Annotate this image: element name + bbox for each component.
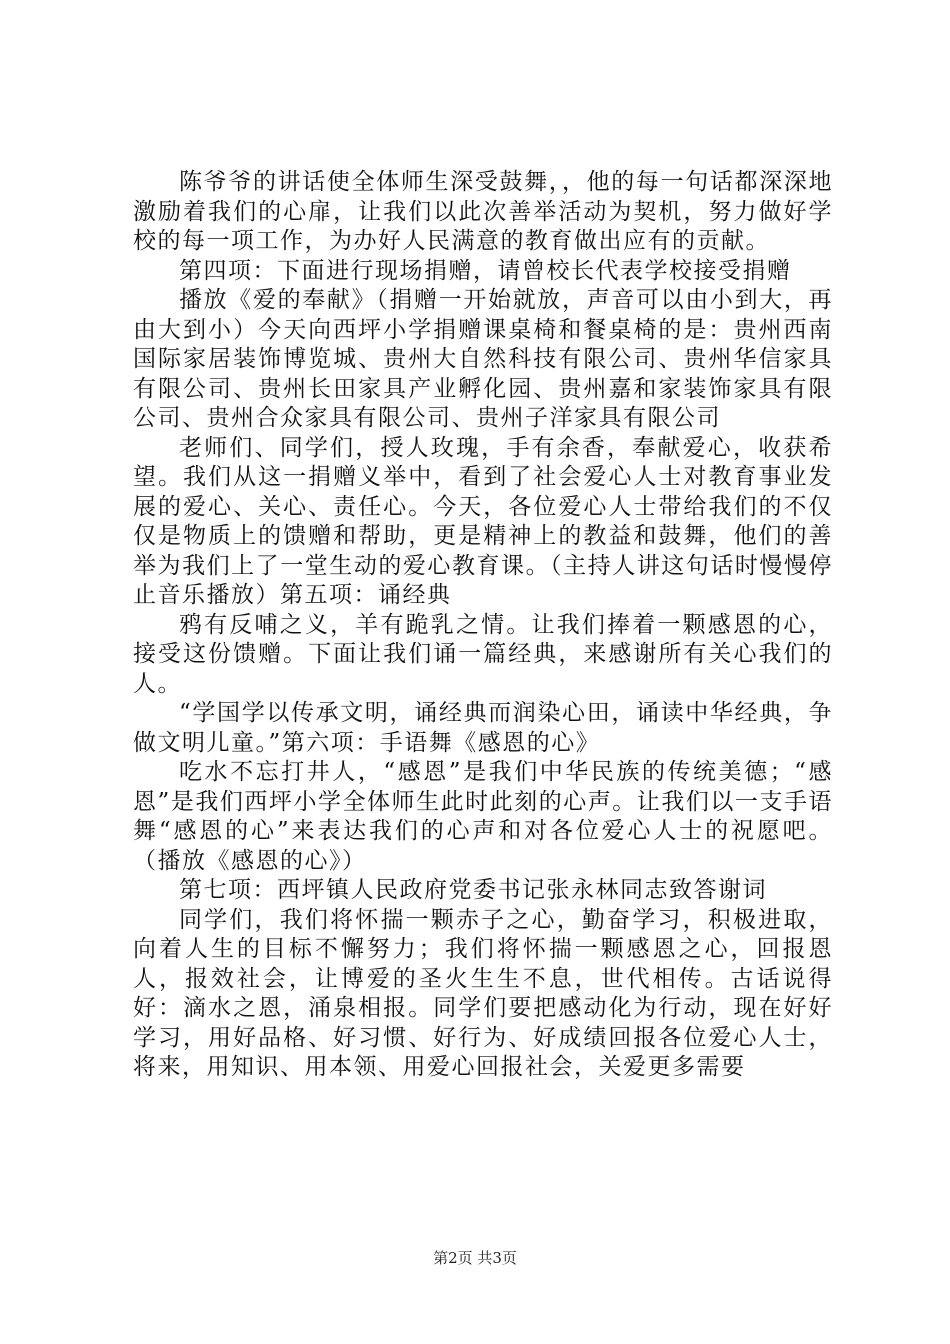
paragraph: 吃水不忘打井人，“感恩”是我们中华民族的传统美德；“感恩”是我们西坪小学全体师生此时此刻的心声。让我们以一支手语舞“感恩的心”来表达我们的心声和对各位爱心人士的祝愿吧。（播放《感恩的心》） — [133, 759, 833, 874]
page-number-footer: 第2页 共3页 — [433, 1249, 517, 1267]
paragraph: 第四项：下面进行现场捐赠，请曾校长代表学校接受捐赠 — [179, 257, 792, 284]
paragraph: 第七项：西坪镇人民政府党委书记张永林同志致答谢词 — [179, 877, 767, 903]
paragraph: “学国学以传承文明，诵经典而润染心田，诵读中华经典，争做文明儿童。”第六项：手语舞《感恩的心》 — [133, 700, 833, 756]
paragraph: 播放《爱的奉献》（捐赠一开始就放，声音可以由小到大，再由大到小）今天向西坪小学捐赠课桌椅和餐桌椅的是：贵州西南国际家居装饰博览城、贵州大自然科技有限公司、贵州华信家具有限公司、贵州长田家具产业孵化园、贵州嘉和家装饰家具有限公司、贵州合众家具有限公司、贵州子洋家具有限公司 — [133, 287, 833, 431]
paragraph: 老师们、同学们，授人玫瑰，手有余香，奉献爱心，收获希望。我们从这一捐赠义举中，看到了社会爱心人士对教育事业发展的爱心、关心、责任心。今天，各位爱心人士带给我们的不仅仅是物质上的馈赠和帮助，更是精神上的教益和鼓舞，他们的善举为我们上了一堂生动的爱心教育课。（主持人讲这句话时慢慢停止音乐播放）第五项：诵经典 — [133, 434, 833, 608]
paragraph: 陈爷爷的讲话使全体师生深受鼓舞，，他的每一句话都深深地激励着我们的心扉，让我们以此次善举活动为契机，努力做好学校的每一项工作，为办好人民满意的教育做出应有的贡献。 — [133, 169, 833, 254]
paragraph: 鸦有反哺之义，羊有跪乳之情。让我们捧着一颗感恩的心，接受这份馈赠。下面让我们诵一篇经典，来感谢所有关心我们的人。 — [133, 611, 833, 697]
paragraph: 同学们，我们将怀揣一颗赤子之心，勤奋学习，积极进取，向着人生的目标不懈努力；我们将怀揣一颗感恩之心，回报恩人，报效社会，让博爱的圣火生生不息，世代相传。古话说得好：滴水之恩，涌泉相报。同学们要把感动化为行动，现在好好学习，用好品格、好习惯、好行为、好成绩回报各位爱心人士，将来，用知识、用本领、用爱心回报社会，关爱更多需要 — [133, 906, 833, 1080]
document-body — [133, 168, 833, 1083]
